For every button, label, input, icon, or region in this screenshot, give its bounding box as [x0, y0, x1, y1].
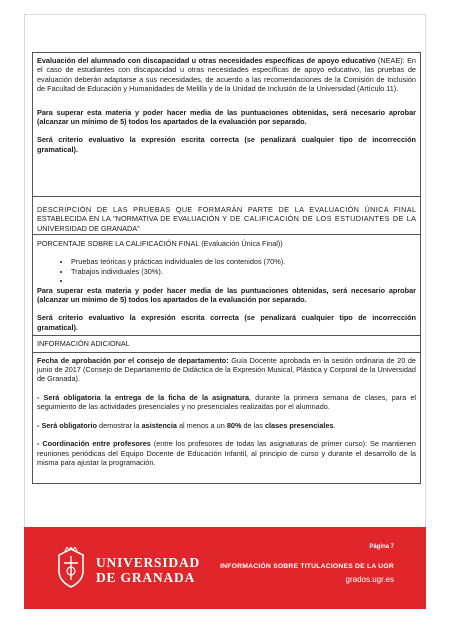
description-text-d: UNIVERSIDAD DE GRANADA" [37, 223, 140, 233]
list-item [71, 276, 416, 285]
attendance-bold: - Será obligatorio [37, 420, 98, 430]
evaluation-disability-cell [33, 53, 420, 197]
percentage-title: PORCENTAJE SOBRE LA CALIFICACIÓN FINAL (Evaluación Única Final)) [37, 239, 283, 248]
writing-criterion-2 [37, 313, 416, 332]
writing-criterion-text: Será criterio evaluativo la expresión escrita correcta (se penalizará cualquier tipo de incorrección gramatical). [37, 135, 416, 154]
obligation-form-text: , durante la primera semana de clases, para el seguimiento de las actividades presenciales y no presenciales realizadas por el alumnado. [37, 392, 417, 412]
writing-criterion-2-text: Será criterio evaluativo la expresión escrita correcta (se penalizará cualquier tipo de incorrección gramatical). [37, 313, 416, 332]
attendance-bold-4: clases presenciales [264, 420, 334, 430]
additional-title-cell [33, 336, 420, 352]
obligation-form-bold: - Será obligatoria la entrega de la ficha de la asignatura [37, 392, 250, 402]
attendance-text-3: de las [241, 420, 265, 430]
attendance-end: . [333, 420, 336, 430]
coordination-text: (entre los profesores de todas las asignaturas de primer curso): Se mantienen reuniones periódicas del Equipo Docente de Educación Infantil, al principio de curso y durante el desarrollo de la misma para ajustar la programación. [37, 439, 416, 467]
pass-requirement-text: Para superar esta materia y poder hacer media de las puntuaciones obtenidas, será necesario aprobar (alcanzar un mínimo de 5) todos los apartados de la evaluación por separado. [37, 107, 416, 127]
neae-text: (NEAE): En el caso de estudiantes con discapacidad u otras necesidades específicas de apoyo educativo, las pruebas de evaluación deberán adaptarse a sus necesidades, de acuerdo a las recomendaciones de la Comisión de Inclusión de Facultad de Educación y Humanidades de Melilla y de la Unidad de Inclusión de la Universidad (Artículo 11). [37, 56, 416, 94]
university-line-2: DE GRANADA [96, 570, 196, 585]
pass-requirement-2 [37, 286, 416, 305]
university-line-1: UNIVERSIDAD [96, 555, 201, 570]
obligation-attendance [37, 421, 416, 430]
approval-text: Guía Docente aprobada en la sesión ordinaria de 20 de junio de 2017 (Consejo de Departamento de Didáctica de la Expresión Musical, Plástica y Corporal de la Universidad de Granada). [37, 355, 416, 384]
approval-paragraph [37, 356, 416, 384]
obligation-form [37, 393, 416, 412]
percentage-title-cell [33, 235, 420, 250]
writing-criterion [37, 135, 416, 154]
attendance-text-1: demostrar la [97, 420, 142, 430]
weight-list [37, 257, 416, 285]
list-item: • Pruebas teóricas y prácticas individuales de los contenidos (70%). [71, 257, 416, 266]
approval-label: Fecha de aprobación por el consejo de departamento: [37, 355, 229, 365]
coordination-bold: - Coordinación entre profesores [37, 439, 151, 449]
grados-link[interactable]: grados.ugr.es [345, 575, 394, 584]
neae-heading: Evaluación del alumnado con discapacidad u otras necesidades específicas de apoyo educativo [37, 56, 376, 65]
attendance-text-2: al menos a un [176, 420, 227, 430]
university-name [96, 555, 200, 585]
footer-band [24, 527, 426, 609]
description-cell [33, 197, 420, 235]
university-crest-icon [56, 547, 86, 589]
neae-paragraph [37, 56, 416, 94]
degree-info-label: INFORMACIÓN SOBRE TITULACIONES DE LA UGR [220, 563, 394, 570]
description-text-b: ESTABLECIDA EN LA "NORMATIVA DE EVALUACIÓN Y [37, 214, 228, 224]
pass-requirement-2-text: Para superar esta materia y poder hacer media de las puntuaciones obtenidas, será necesario aprobar (alcanzar un mínimo de 5) todos los apartados de la evaluación por separado. [37, 285, 416, 305]
pass-requirement [37, 108, 416, 127]
additional-body-cell [33, 353, 420, 483]
attendance-percent: 80% [226, 420, 242, 430]
list-item: • Trabajos individuales (30%). [71, 267, 416, 276]
description-text-c: DE CALIFICACIÓN DE LOS ESTUDIANTES DE LA [227, 214, 416, 224]
percentage-body-cell [33, 257, 420, 336]
attendance-bold-2: asistencia [141, 420, 177, 430]
additional-title: INFORMACIÓN ADICIONAL [37, 339, 130, 349]
guide-table [32, 52, 421, 484]
description-text-a: DESCRIPCIÓN DE LAS PRUEBAS QUE FORMARÁN PARTE DE LA EVALUACIÓN ÚNICA FINAL [37, 205, 416, 214]
coordination-paragraph [37, 439, 416, 467]
page-number: Página 7 [369, 544, 394, 550]
